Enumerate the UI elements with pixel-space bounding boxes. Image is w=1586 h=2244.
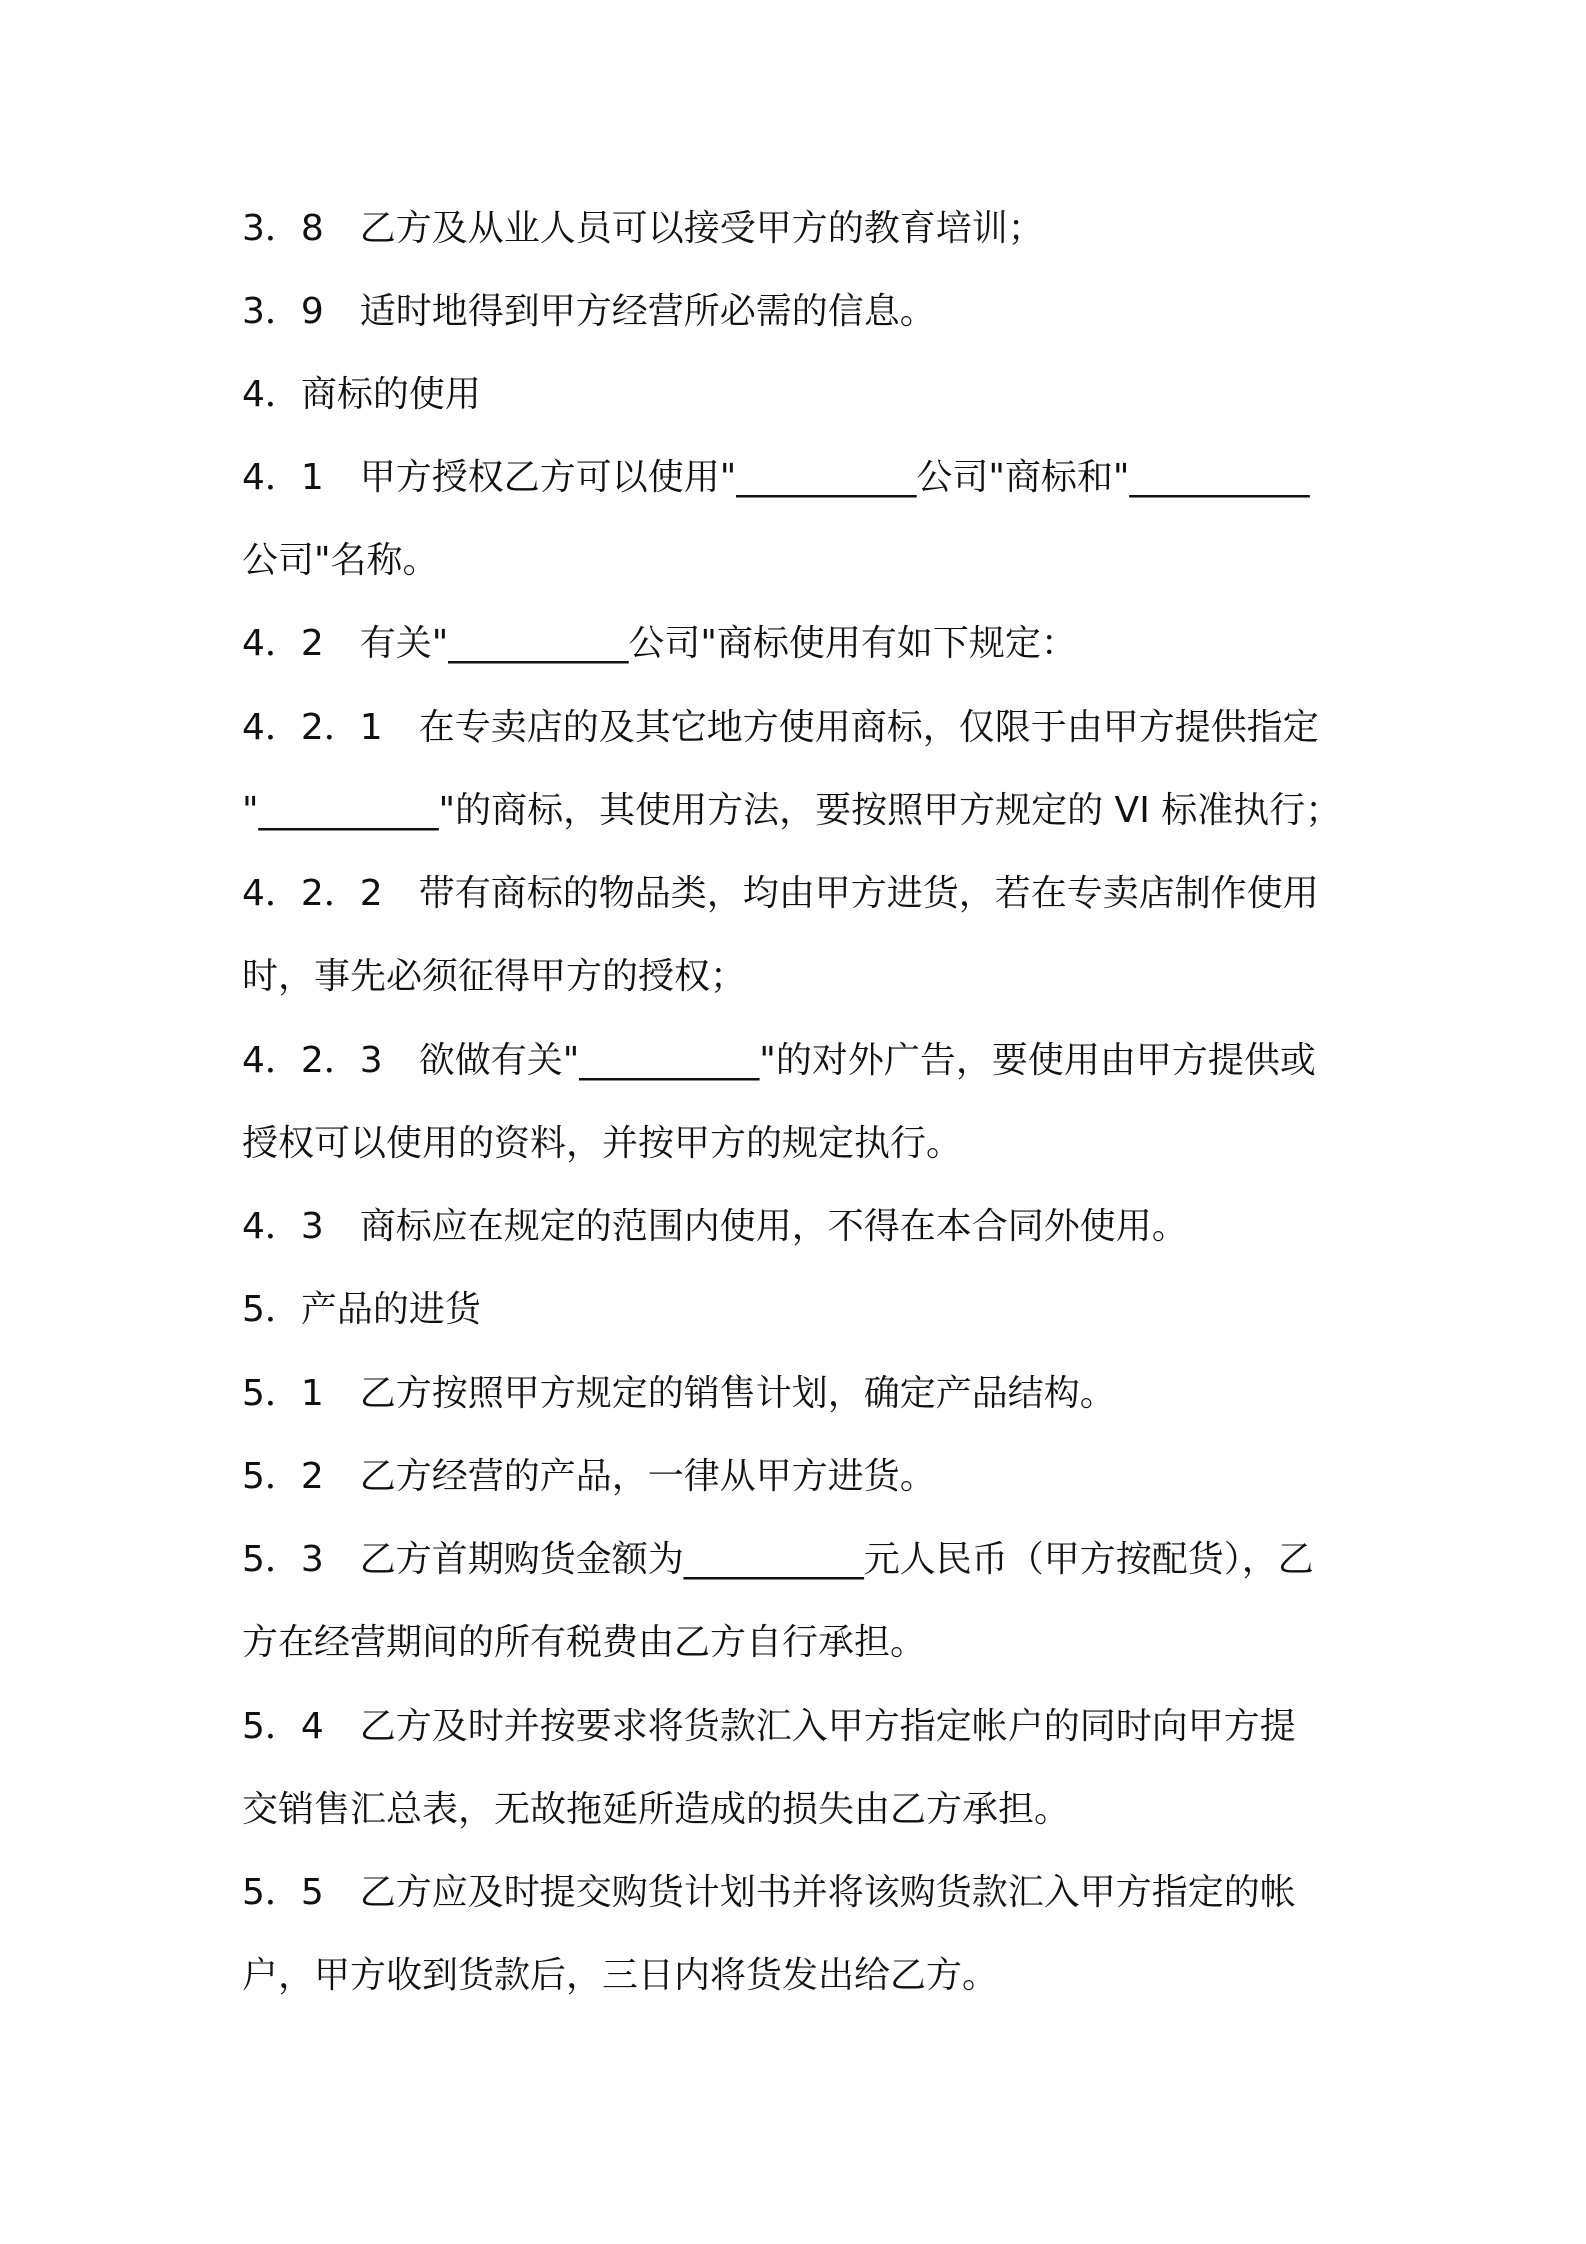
clause-4-2-2-line-1: 4．2．2 带有商标的物品类，均由甲方进货，若在专卖店制作使用 [242,873,1319,914]
clause-4-2-2-line-2: 时，事先必须征得甲方的授权； [242,956,747,997]
clause-5-4-line-2: 交销售汇总表，无故拖延所造成的损失由乙方承担。 [242,1789,1071,1830]
clause-5-5-line-1: 5．5 乙方应及时提交购货计划书并将该购货款汇入甲方指定的帐 [242,1872,1296,1913]
clause-4-3: 4．3 商标应在规定的范围内使用，不得在本合同外使用。 [242,1206,1188,1247]
clause-5-5-line-2: 户，甲方收到货款后，三日内将货发出给乙方。 [242,1955,999,1996]
clause-4-2: 4．2 有关"__________公司"商标使用有如下规定： [242,623,1077,664]
clause-4-2-3-line-2: 授权可以使用的资料，并按甲方的规定执行。 [242,1123,963,1164]
clause-4-1-line-1: 4．1 甲方授权乙方可以使用"__________公司"商标和"__________ [242,457,1310,498]
clause-5-1: 5．1 乙方按照甲方规定的销售计划，确定产品结构。 [242,1373,1116,1414]
clause-3-9: 3．9 适时地得到甲方经营所必需的信息。 [242,291,936,332]
clause-4-2-1-line-1: 4．2．1 在专卖店的及其它地方使用商标，仅限于由甲方提供指定 [242,707,1319,748]
section-4-heading: 4．商标的使用 [242,374,481,415]
clause-5-3-line-2: 方在经营期间的所有税费由乙方自行承担。 [242,1622,927,1663]
clause-5-4-line-1: 5．4 乙方及时并按要求将货款汇入甲方指定帐户的同时向甲方提 [242,1706,1296,1747]
clause-4-1-line-2: 公司"名称。 [242,540,439,581]
section-5-heading: 5．产品的进货 [242,1289,481,1330]
clause-4-2-3-line-1: 4．2．3 欲做有关"__________"的对外广告，要使用由甲方提供或 [242,1040,1316,1081]
clause-4-2-1-line-2: "__________"的商标，其使用方法，要按照甲方规定的 VI 标准执行； [242,790,1342,831]
clause-5-2: 5．2 乙方经营的产品，一律从甲方进货。 [242,1456,936,1497]
clause-5-3-line-1: 5．3 乙方首期购货金额为__________元人民币（甲方按配货），乙 [242,1539,1314,1580]
clause-3-8: 3．8 乙方及从业人员可以接受甲方的教育培训； [242,208,1044,249]
